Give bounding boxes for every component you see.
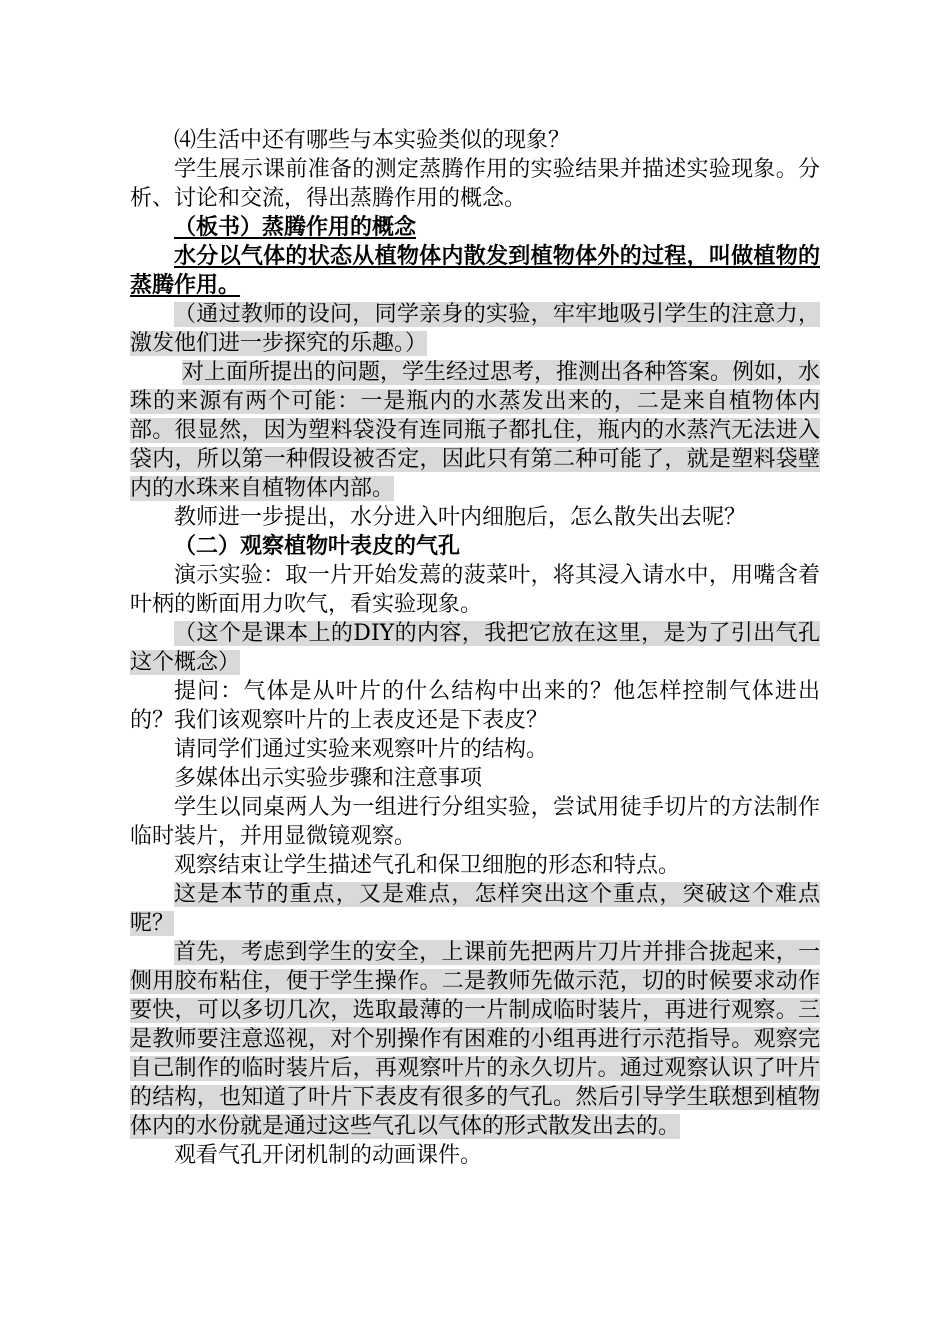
paragraph-text: 多媒体出示实验步骤和注意事项 (174, 766, 483, 791)
paragraph-question-4 (130, 126, 820, 155)
document-page (130, 126, 820, 1170)
paragraph-text: （二）观察植物叶表皮的气孔 (174, 533, 461, 559)
paragraph-text: 观察结束让学生描述气孔和保卫细胞的形态和特点。 (174, 853, 681, 878)
paragraph-text: 学生以同桌两人为一组进行分组实验，尝试用徒手切片的方法制作临时装片，并用显微镜观察。 (130, 795, 820, 849)
paragraph-teacher-question (130, 503, 820, 532)
paragraph-text: 水分以气体的状态从植物体内散发到植物体外的过程，叫做植物的蒸腾作用。 (130, 243, 820, 298)
paragraph-multimedia (130, 764, 820, 793)
paragraph-demo-experiment (130, 561, 820, 619)
paragraph-animation (130, 1141, 820, 1170)
transpiration-definition (130, 242, 820, 300)
highlight-note-diy (130, 619, 820, 677)
highlight-key-point (130, 880, 820, 938)
paragraph-observe-structure (130, 735, 820, 764)
section-heading-stomata (130, 532, 820, 561)
paragraph-text: 这是本节的重点，又是难点，怎样突出这个重点，突破这个难点呢？ (130, 882, 820, 936)
paragraph-question-gas (130, 677, 820, 735)
paragraph-student-display (130, 155, 820, 213)
paragraph-text: 学生展示课前准备的测定蒸腾作用的实验结果并描述实验现象。分析、讨论和交流，得出蒸腾作用的概念。 (130, 157, 820, 211)
paragraph-text: 对上面所提出的问题，学生经过思考，推测出各种答案。例如，水珠的来源有两个可能：一是瓶内的水蒸发出来的，二是来自植物体内部。很显然，因为塑料袋没有连同瓶子都扎住，瓶内的水蒸汽无法进入袋内，所以第一种假设被否定，因此只有第二种可能了，就是塑料袋壁内的水珠来自植物体内部。 (130, 360, 821, 501)
paragraph-text: （通过教师的设问，同学亲身的实验，牢牢地吸引学生的注意力，激发他们进一步探究的乐趣。） (130, 302, 820, 356)
paragraph-text: 教师进一步提出，水分进入叶内细胞后，怎么散失出去呢？ (174, 505, 747, 530)
paragraph-text: （板书）蒸腾作用的概念 (174, 214, 417, 240)
paragraph-text: 观看气孔开闭机制的动画课件。 (174, 1143, 483, 1168)
paragraph-text: 演示实验：取一片开始发蔫的菠菜叶，将其浸入请水中，用嘴含着叶柄的断面用力吹气，看实验现象。 (130, 563, 820, 617)
highlight-note-attention (130, 300, 820, 358)
highlight-method (130, 938, 820, 1141)
blackboard-heading (130, 213, 820, 242)
paragraph-text: ⑷生活中还有哪些与本实验类似的现象？ (174, 128, 571, 153)
paragraph-text: 提问：气体是从叶片的什么结构中出来的？他怎样控制气体进出的？我们该观察叶片的上表皮还是下表皮？ (130, 679, 820, 733)
paragraph-text: 请同学们通过实验来观察叶片的结构。 (174, 737, 549, 762)
paragraph-describe-stomata (130, 851, 820, 880)
highlight-reasoning (130, 358, 820, 503)
paragraph-text: （这个是课本上的DIY的内容，我把它放在这里，是为了引出气孔这个概念） (130, 621, 820, 675)
paragraph-group-experiment (130, 793, 820, 851)
paragraph-text: 首先，考虑到学生的安全，上课前先把两片刀片并排合拢起来，一侧用胶布粘住，便于学生操作。二是教师先做示范，切的时候要求动作要快，可以多切几次，选取最薄的一片制成临时装片，再进行观察。三是教师要注意巡视，对个别操作有困难的小组再进行示范指导。观察完自己制作的临时装片后，再观察叶片的永久切片。通过观察认识了叶片的结构，也知道了叶片下表皮有很多的气孔。然后引导学生联想到植物体内的水份就是通过这些气孔以气体的形式散发出去的。 (130, 940, 820, 1139)
